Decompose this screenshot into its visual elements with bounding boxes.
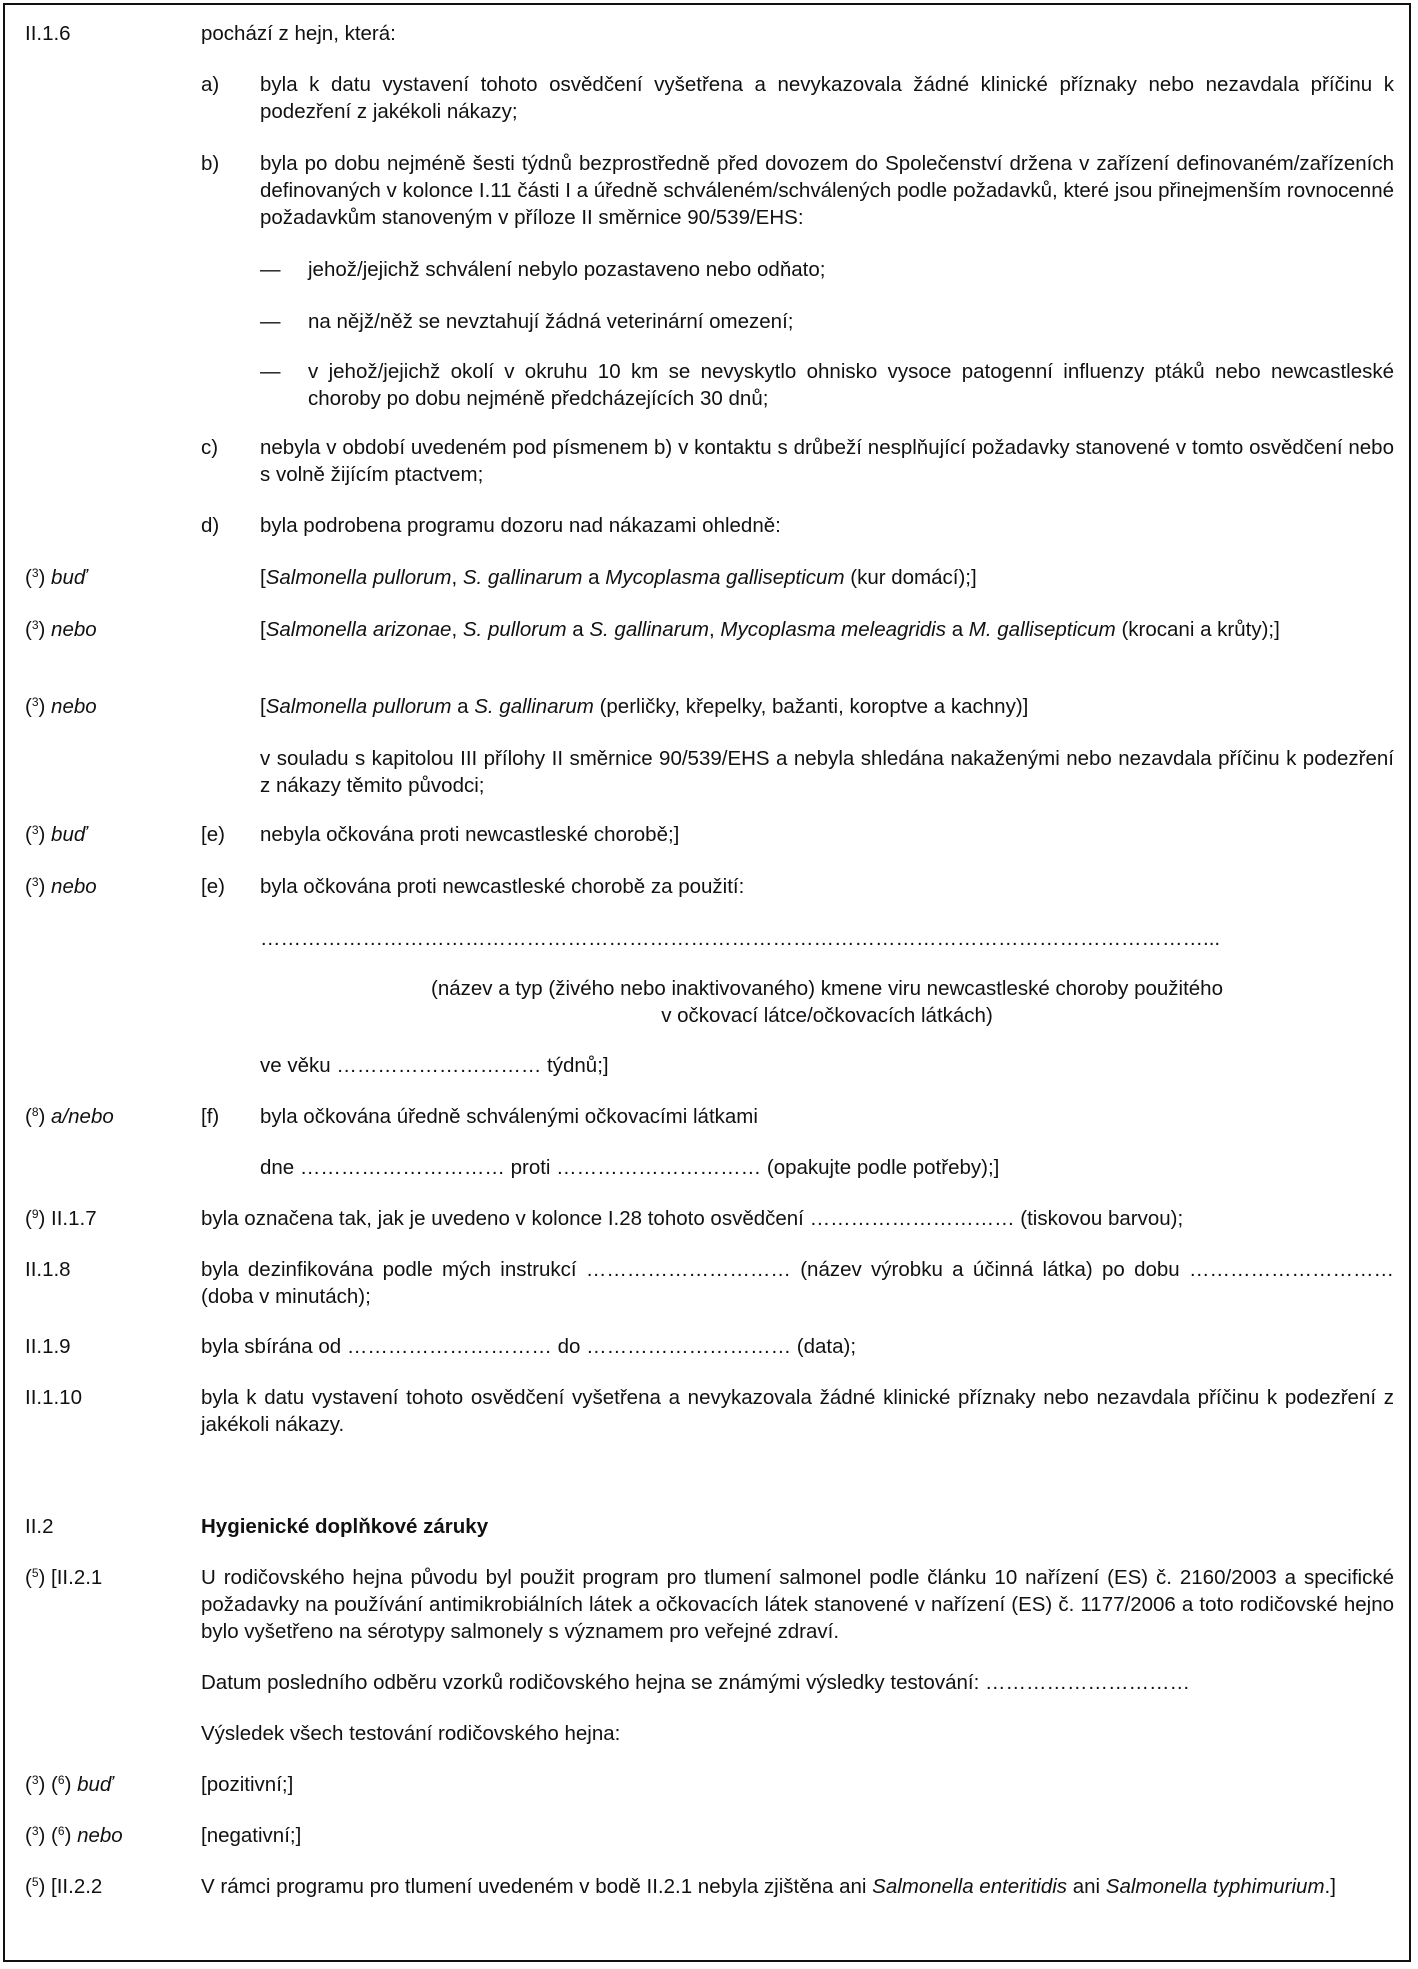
point-text: U rodičovského hejna původu byl použit program pro tlumení salmonel podle článku 10 nařízení (ES) č. 2160/2003 a specifické požadavky na používání antimikrobiálních látek a očkovacích látek stanovené v nařízení (ES) č. 1177/2006 a toto rodičovské hejno bylo vyšetřeno na sérotypy salmonely s významem pro veřejné zdraví.: [201, 1566, 1394, 1643]
option-text: [Salmonella pullorum a S. gallinarum (perličky, křepelky, bažanti, koroptve a kachny)]: [260, 695, 1029, 718]
item-text: byla po dobu nejméně šesti týdnů bezprostředně před dovozem do Společenství držena v zařízení definovaném/zařízeních definovaných v kolonce I.11 části I a úředně schváleném/schválených podle požadavků, které jsou přinejmenším rovnocenné požadavkům stanoveným v příloze II směrnice 90/539/EHS:: [260, 152, 1394, 229]
age-text: ve věku ………………………… týdnů;]: [260, 1054, 609, 1077]
item-text: byla očkována proti newcastleské chorobě za použití:: [260, 875, 745, 898]
point-label: II.1.8: [25, 1258, 71, 1281]
dash-mark: —: [260, 360, 281, 383]
point-text: pochází z hejn, která:: [201, 22, 396, 45]
option-text: [negativní;]: [201, 1824, 302, 1847]
point-label: II.1.9: [25, 1335, 71, 1358]
point-text: V rámci programu pro tlumení uvedeném v bodě II.2.1 nebyla zjištěna ani Salmonella enteritidis ani Salmonella typhimurium.]: [201, 1875, 1336, 1898]
result-text: Výsledek všech testování rodičovského hejna:: [201, 1722, 621, 1745]
point-label: II.1.10: [25, 1386, 82, 1409]
section-title: Hygienické doplňkové záruky: [201, 1515, 489, 1538]
option-label: ($^8$) a/nebo: [25, 1105, 114, 1128]
point-text: byla dezinfikována podle mých instrukcí ………………………… (název výrobku a účinná látka) po dobu ………………………… (doba v minutách);: [201, 1258, 1394, 1308]
point-text: byla označena tak, jak je uvedeno v kolonce I.28 tohoto osvědčení ………………………… (tiskovou barvou);: [201, 1207, 1184, 1230]
item-mark: [e): [201, 823, 225, 846]
section-label: II.2: [25, 1515, 54, 1538]
point-label: ($^9$) II.1.7: [25, 1207, 97, 1230]
dash-text: na nějž/něž se nevztahují žádná veterinární omezení;: [308, 310, 794, 333]
point-label: II.1.6: [25, 22, 71, 45]
point-label: ($^5$) [II.2.2: [25, 1875, 103, 1898]
item-mark: d): [201, 514, 220, 537]
dash-text: jehož/jejichž schválení nebylo pozastaveno nebo odňato;: [308, 258, 826, 281]
option-label: ($^3$) nebo: [25, 618, 97, 641]
dash-mark: —: [260, 310, 281, 333]
option-text: [Salmonella arizonae, S. pullorum a S. gallinarum, Mycoplasma meleagridis a M. gallisepticum (krocani a krůty);]: [260, 618, 1280, 641]
fill-in-dots: …………………………………………………………………………………………………………………………...: [260, 927, 1221, 950]
point-text: byla sbírána od ………………………… do ………………………… (data);: [201, 1335, 857, 1358]
item-text: byla podrobena programu dozoru nad nákazami ohledně:: [260, 514, 781, 537]
option-label: ($^3$) ($^6$) nebo: [25, 1824, 123, 1847]
item-text: nebyla v období uvedeném pod písmenem b) v kontaktu s drůbeží nesplňující požadavky stanovené v tomto osvědčení nebo s volně žijícím ptactvem;: [260, 436, 1394, 486]
option-label: ($^3$) nebo: [25, 875, 97, 898]
option-label: ($^3$) nebo: [25, 695, 97, 718]
vaccination-date-text: dne ………………………… proti ………………………… (opakujte podle potřeby);]: [260, 1156, 1000, 1179]
option-text: [Salmonella pullorum, S. gallinarum a Mycoplasma gallisepticum (kur domácí);]: [260, 566, 977, 589]
item-text: nebyla očkována proti newcastleské chorobě;]: [260, 823, 680, 846]
point-label: ($^5$) [II.2.1: [25, 1566, 103, 1589]
item-mark: [f): [201, 1105, 220, 1128]
item-mark: a): [201, 73, 220, 96]
vaccine-caption: (název a typ (živého nebo inaktivovaného) kmene viru newcastleské choroby použitého v očkovací látce/očkovacích látkách): [431, 977, 1223, 1027]
dash-mark: —: [260, 258, 281, 281]
item-text: byla očkována úředně schválenými očkovacími látkami: [260, 1105, 758, 1128]
item-mark: [e): [201, 875, 225, 898]
dash-text: v jehož/jejichž okolí v okruhu 10 km se nevyskytlo ohnisko vysoce patogenní influenzy ptáků nebo newcastleské choroby po dobu nejméně předcházejících 30 dnů;: [308, 360, 1394, 410]
option-label: ($^3$) buď: [25, 823, 87, 846]
item-mark: b): [201, 152, 220, 175]
item-text: byla k datu vystavení tohoto osvědčení vyšetřena a nevykazovala žádné klinické příznaky nebo nezavdala příčinu k podezření z jakékoli nákazy;: [260, 73, 1394, 123]
item-mark: c): [201, 436, 219, 459]
option-label: ($^3$) ($^6$) buď: [25, 1773, 113, 1796]
point-text: byla k datu vystavení tohoto osvědčení vyšetřena a nevykazovala žádné klinické příznaky nebo nezavdala příčinu k podezření z jakékoli nákazy.: [201, 1386, 1394, 1436]
conformity-text: v souladu s kapitolou III přílohy II směrnice 90/539/EHS a nebyla shledána nakaženými nebo nezavdala příčinu k podezření z nákazy těmito původci;: [260, 747, 1394, 797]
option-text: [pozitivní;]: [201, 1773, 294, 1796]
option-label: ($^3$) buď: [25, 566, 87, 589]
sampling-date-text: Datum posledního odběru vzorků rodičovského hejna se známými výsledky testování: …………………………: [201, 1671, 1190, 1694]
